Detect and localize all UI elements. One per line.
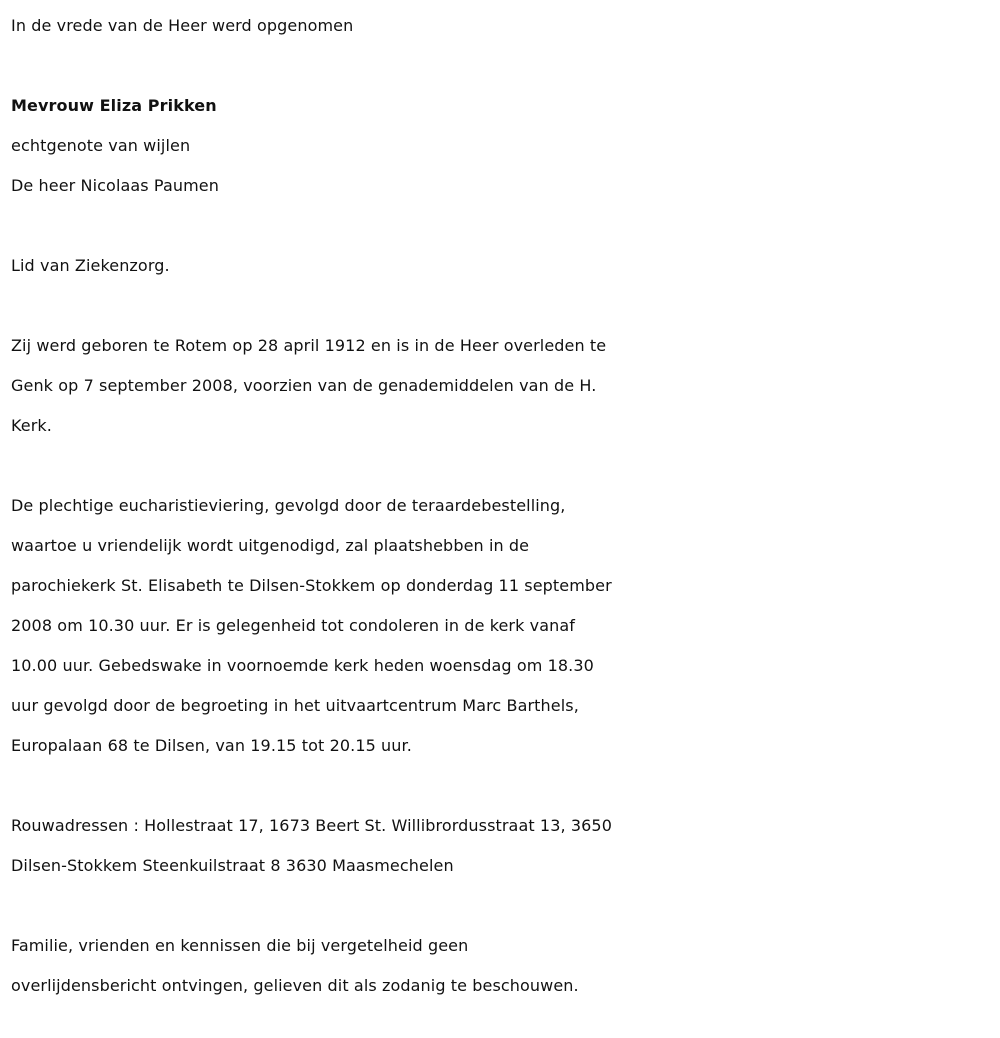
intro-text: In de vrede van de Heer werd opgenomen [11,16,354,35]
paragraph-line: 2008 om 10.30 uur. Er is gelegenheid tot condoleren in de kerk vanaf [11,616,576,635]
paragraph-line: Zij werd geboren te Rotem op 28 april 1912 en is in de Heer overleden te [11,336,607,355]
spacer [11,446,990,486]
paragraph-line: Kerk. [11,416,52,435]
paragraph-line: Familie, vrienden en kennissen die bij vergetelheid geen [11,936,469,955]
closing-paragraph [11,926,990,1006]
paragraph-line: Dilsen-Stokkem Steenkuilstraat 8 3630 Maasmechelen [11,856,454,875]
paragraph-line: Rouwadressen : Hollestraat 17, 1673 Beert St. Willibrordusstraat 13, 3650 [11,816,612,835]
paragraph-line: Europalaan 68 te Dilsen, van 19.15 tot 20.15 uur. [11,736,412,755]
paragraph-line: De plechtige eucharistieviering, gevolgd door de teraardebestelling, [11,496,566,515]
membership-text: Lid van Ziekenzorg. [11,256,170,275]
birth-death-paragraph [11,326,990,446]
spouse-line-2: De heer Nicolaas Paumen [11,176,219,195]
spacer [11,286,990,326]
spacer [11,886,990,926]
spacer [11,766,990,806]
deceased-name: Mevrouw Eliza Prikken [11,96,217,115]
paragraph-line: uur gevolgd door de begroeting in het uitvaartcentrum Marc Barthels, [11,696,579,715]
paragraph-line: parochiekerk St. Elisabeth te Dilsen-Stokkem op donderdag 11 september [11,576,612,595]
spouse-line-1: echtgenote van wijlen [11,136,191,155]
addresses-paragraph [11,806,990,886]
paragraph-line: 10.00 uur. Gebedswake in voornoemde kerk heden woensdag om 18.30 [11,656,594,675]
paragraph-line: waartoe u vriendelijk wordt uitgenodigd, zal plaatshebben in de [11,536,530,555]
spacer [11,46,990,86]
spacer [11,206,990,246]
ceremony-paragraph [11,486,990,766]
paragraph-line: overlijdensbericht ontvingen, gelieven dit als zodanig te beschouwen. [11,976,579,995]
paragraph-line: Genk op 7 september 2008, voorzien van de genademiddelen van de H. [11,376,597,395]
